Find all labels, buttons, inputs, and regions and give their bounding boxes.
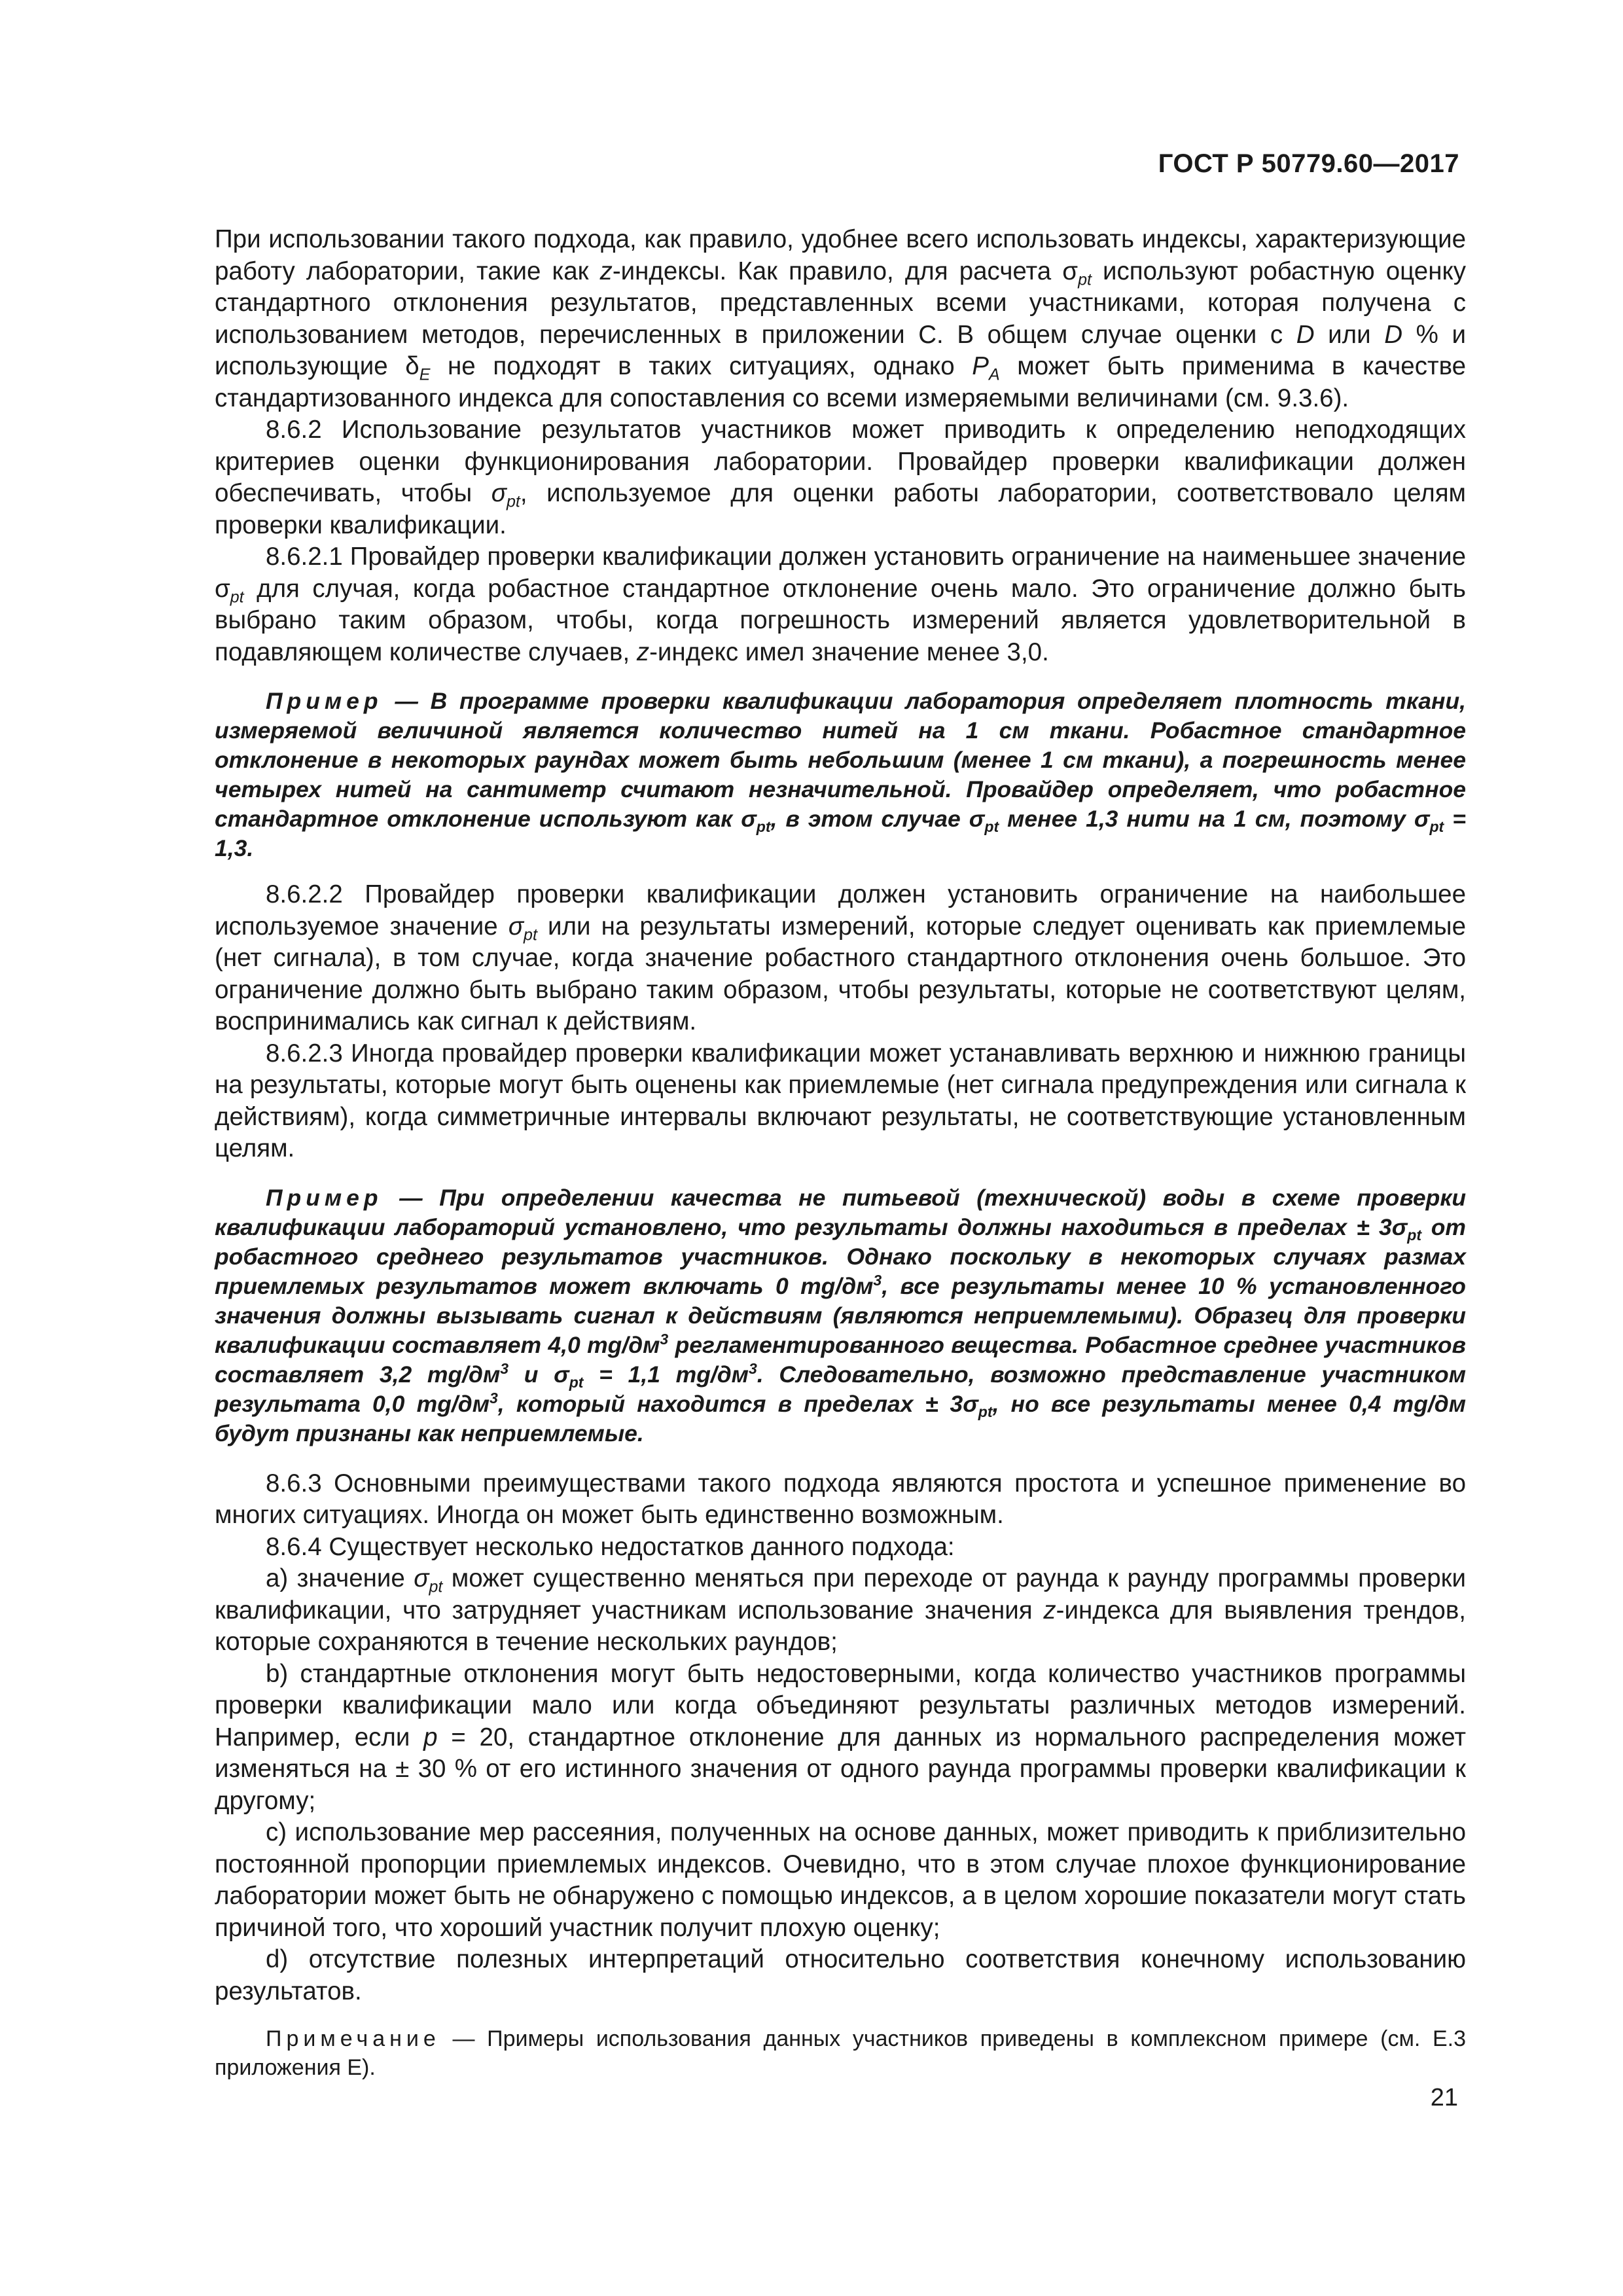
document-header: ГОСТ Р 50779.60—2017 <box>1158 149 1459 178</box>
list-item-a: а) значение $\sigma_{pt}$ может существенно меняться при переходе от раунда к раунду программы проверки квалификации, что затрудняет участникам использование значения z-индекса для выявления трендов, которые сохраняются в течение нескольких раундов; <box>215 1564 1466 1656</box>
list-item-d: d) отсутствие полезных интерпретаций относительно соответствия конечному использованию результатов. <box>215 1945 1466 2005</box>
list-item-b: b) стандартные отклонения могут быть недостоверными, когда количество участников программы проверки квалификации мало или когда объединяют результаты различных методов измерений. Например, если p = 20, стандартное отклонение для данных из нормального распределения может изменяться на ± 30 % от его истинного значения от одного раунда программы проверки квалификации к другому; <box>215 1659 1466 1815</box>
document-body <box>215 224 1466 2082</box>
list-item-c: c) использование мер рассеяния, полученных на основе данных, может приводить к приблизительно постоянной пропорции приемлемых индексов. Очевидно, что в этом случае плохое функционирование лаборатории может быть не обнаружено с помощью индексов, а в целом хорошие показатели могут стать причиной того, что хороший участник получит плохую оценку; <box>215 1818 1466 1942</box>
paragraph-8-6-3: 8.6.3 Основными преимуществами такого подхода являются простота и успешное применение во многих ситуациях. Иногда он может быть единственно возможным. <box>215 1469 1466 1529</box>
paragraph-8-6-4: 8.6.4 Существует несколько недостатков данного подхода: <box>266 1532 955 1561</box>
example-technical-water: Пример — При определении качества не питьевой (технической) воды в схеме проверки квалификации лабораторий установлено, что результаты должны находиться в пределах ± $3\sigma_{pt}$ от робастного среднего результатов участников. Однако поскольку в некоторых случаях размах приемлемых результатов может включать 0 $mg/дм^3$, все результаты менее 10 % установленного значения должны вызывать сигнал к действиям (являются неприемлемыми). Образец для проверки квалификации составляет 4,0 $mg/дм^3$ регламентированного вещества. Робастное среднее участников составляет 3,2 $mg/дм^3$ и $\sigma_{pt} = 1,1$ $mg/дм^3$. Следовательно, возможно представление участником результата 0,0 $mg/дм^3$, который находится в пределах ± $3\sigma_{pt}$, но все результаты менее 0,4 mg/дм будут признаны как неприемлемые. <box>215 1184 1466 1446</box>
page-number: 21 <box>1430 2084 1458 2111</box>
paragraph-8-6-2-1: 8.6.2.1 Провайдер проверки квалификации должен установить ограничение на наименьшее значение $\sigma_{pt}$ для случая, когда робастное стандартное отклонение очень мало. Это ограничение должно быть выбрано таким образом, чтобы, когда погрешность измерений является удовлетворительной в подавляющем количестве случаев, z-индекс имел значение менее 3,0. <box>215 543 1466 666</box>
paragraph-8-6-2: 8.6.2 Использование результатов участников может приводить к определению неподходящих критериев оценки функционирования лаборатории. Провайдер проверки квалификации должен обеспечивать, чтобы $\sigma_{pt}$, используемое для оценки работы лаборатории, соответствовало целям проверки квалификации. <box>215 416 1467 539</box>
paragraph-intro: При использовании такого подхода, как правило, удобнее всего использовать индексы, характеризующие работу лаборатории, такие как z-индексы. Как правило, для расчета $\sigma_{pt}$ используют робастную оценку стандартного отклонения результатов, представленных всеми участниками, которая получена с использованием методов, перечисленных в приложении С. В общем случае оценки с D или D % и использующие $\delta_E$ не подходят в таких ситуациях, однако $P_A$ может быть применима в качестве стандартизованного индекса для сопоставления со всеми измеряемыми величинами (см. 9.3.6). <box>215 225 1467 412</box>
paragraph-8-6-2-2: 8.6.2.2 Провайдер проверки квалификации должен установить ограничение на наибольшее используемое значение $\sigma_{pt}$ или на результаты измерений, которые следует оценивать как приемлемые (нет сигнала), в том случае, когда значение робастного стандартного отклонения очень большое. Это ограничение должно быть выбрано таким образом, чтобы результаты, которые не соответствуют целям, воспринимались как сигнал к действиям. <box>215 880 1466 1035</box>
note: Примечание — Примеры использования данных участников приведены в комплексном примере (см. Е.3 приложения Е). <box>215 2026 1466 2080</box>
paragraph-8-6-2-3: 8.6.2.3 Иногда провайдер проверки квалификации может устанавливать верхнюю и нижнюю границы на результаты, которые могут быть оценены как приемлемые (нет сигнала предупреждения или сигнала к действиям), когда симметричные интервалы включают результаты, не соответствующие установленным целям. <box>215 1039 1466 1162</box>
example-fabric-density: Пример — В программе проверки квалификации лаборатория определяет плотность ткани, измеряемой величиной является количество нитей на 1 см ткани. Робастное стандартное отклонение в некоторых раундах может быть небольшим (менее 1 см ткани), а погрешность менее четырех нитей на сантиметр считают незначительной. Провайдер определяет, что робастное стандартное отклонение используют как $\sigma_{pt}$, в этом случае $\sigma_{pt}$ менее 1,3 нити на 1 см, поэтому $\sigma_{pt} = 1,3$. <box>215 688 1466 861</box>
